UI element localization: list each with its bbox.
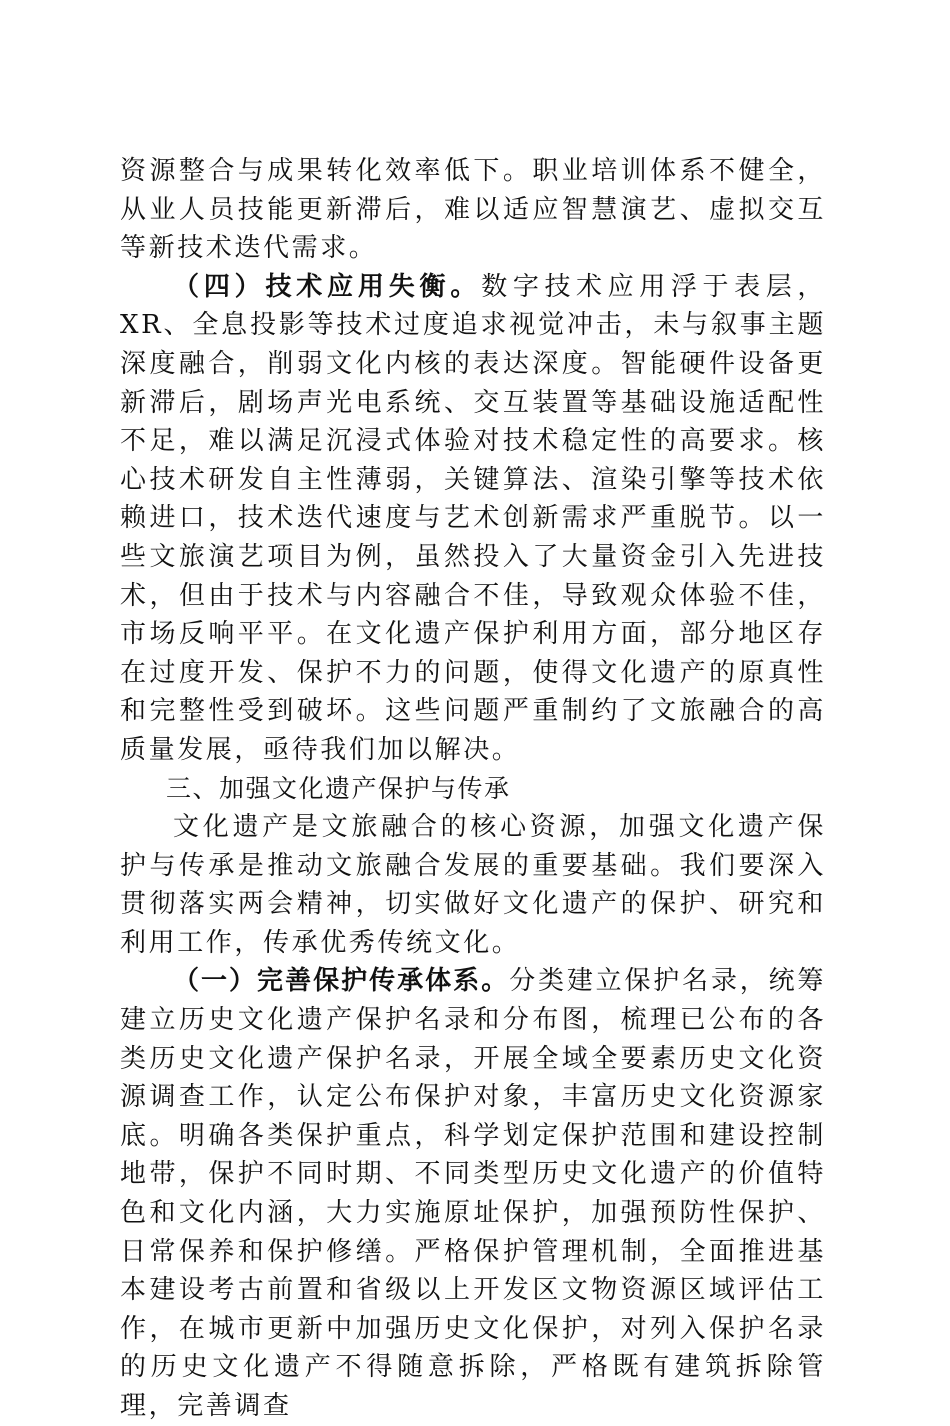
paragraph-tech-imbalance [120, 268, 826, 770]
section-heading: 三、加强文化遗产保护与传承 [166, 773, 511, 803]
subheading-tech-imbalance: （四）技术应用失衡。 [173, 271, 482, 302]
document-page [120, 152, 826, 1426]
paragraph-protection-system [120, 962, 826, 1425]
paragraph-tech-imbalance-body: 数字技术应用浮于表层，XR、全息投影等技术过度追求视觉冲击，未与叙事主题深度融合，削弱文化内核的表达深度。智能硬件设备更新滞后，剧场声光电系统、交互装置等基础设施适配性不足，难以满足沉浸式体验对技术稳定性的高要求。核心技术研发自主性薄弱，关键算法、渲染引擎等技术依赖进口，技术迭代速度与艺术创新需求严重脱节。以一些文旅演艺项目为例，虽然投入了大量资金引入先进技术，但由于技术与内容融合不佳，导致观众体验不佳，市场反响平平。在文化遗产保护利用方面，部分地区存在过度开发、保护不力的问题，使得文化遗产的原真性和完整性受到破坏。这些问题严重制约了文旅融合的高质量发展，亟待我们加以解决。 [120, 271, 826, 765]
paragraph-continued: 资源整合与成果转化效率低下。职业培训体系不健全，从业人员技能更新滞后，难以适应智慧演艺、虚拟交互等新技术迭代需求。 [120, 156, 826, 264]
paragraph-heritage-intro: 文化遗产是文旅融合的核心资源，加强文化遗产保护与传承是推动文旅融合发展的重要基础。我们要深入贯彻落实两会精神，切实做好文化遗产的保护、研究和利用工作，传承优秀传统文化。 [120, 812, 826, 958]
subheading-protection-system: （一）完善保护传承体系。 [173, 966, 510, 997]
paragraph-protection-system-body: 分类建立保护名录，统筹建立历史文化遗产保护名录和分布图，梳理已公布的各类历史文化遗产保护名录，开展全域全要素历史文化资源调查工作，认定公布保护对象，丰富历史文化资源家底。明确各类保护重点，科学划定保护范围和建设控制地带，保护不同时期、不同类型历史文化遗产的价值特色和文化内涵，大力实施原址保护，加强预防性保护、日常保养和保护修缮。严格保护管理机制，全面推进基本建设考古前置和省级以上开发区文物资源区域评估工作，在城市更新中加强历史文化保护，对列入保护名录的历史文化遗产不得随意拆除，严格既有建筑拆除管理，完善调查 [120, 966, 826, 1421]
